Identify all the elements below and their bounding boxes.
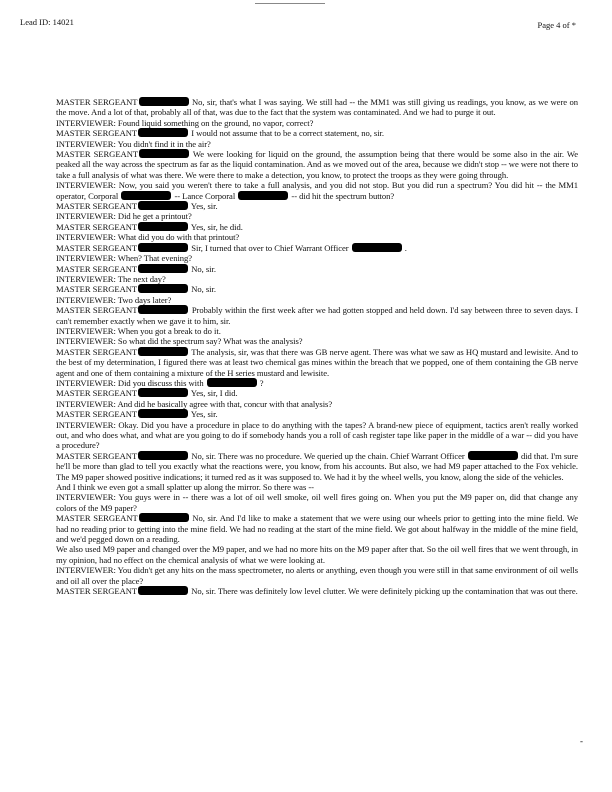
- paragraph-text: Yes, sir.: [190, 409, 218, 420]
- redaction-bar: [139, 513, 189, 522]
- speaker-label: MASTER SERGEANT: [56, 450, 138, 461]
- redaction-bar: [138, 284, 188, 293]
- transcript-paragraph: [56, 586, 578, 596]
- paragraph-text: So what did the spectrum say? What was the analysis?: [117, 336, 303, 347]
- lead-id: Lead ID: 14021: [20, 17, 74, 27]
- paragraph-text: No, sir. There was no procedure. We queried up the chain. Chief Warrant Officer: [191, 450, 465, 461]
- paragraph-text: The analysis, sir, was that there was GB nerve agent. There was what we saw as HQ mustard and lewisite. And to the best of my determination, I figured there was at least two chemical gas mines within the breach that we popped, one of them containing the GB nerve agent and one of them containing a mixture of the H series mustard and lewisite.: [56, 346, 578, 378]
- transcript-paragraph: [56, 513, 578, 544]
- speaker-label: MASTER SERGEANT: [56, 128, 138, 139]
- transcript-paragraph: [56, 399, 578, 409]
- paragraph-text: Two days later?: [117, 294, 172, 305]
- redaction-bar: [138, 347, 188, 356]
- redaction-bar: [138, 305, 188, 314]
- transcript-paragraph: [56, 201, 578, 211]
- redaction-bar: [139, 97, 189, 106]
- speaker-label: MASTER SERGEANT: [56, 149, 139, 160]
- speaker-label: MASTER SERGEANT: [56, 346, 138, 357]
- speaker-label: INTERVIEWER:: [56, 419, 116, 430]
- transcript-paragraph: [56, 451, 578, 482]
- paragraph-text: -- did hit the spectrum button?: [291, 190, 395, 201]
- paragraph-text: I would not assume that to be a correct statement, no, sir.: [191, 128, 384, 139]
- top-rule: [255, 3, 325, 4]
- paragraph-text: Now, you said you weren't there to take a full analysis, and you did not stop. But you did run a spectrum? You did hit -- the MM1 operator, Corporal: [56, 180, 578, 201]
- page-number: Page 4 of *: [537, 20, 576, 30]
- redaction-bar: [138, 264, 188, 273]
- transcript-paragraph: [56, 326, 578, 336]
- speaker-label: INTERVIEWER:: [56, 492, 116, 503]
- speaker-label: MASTER SERGEANT: [56, 388, 138, 399]
- transcript-paragraph: [56, 305, 578, 326]
- speaker-label: INTERVIEWER:: [56, 294, 116, 305]
- transcript-paragraph: [56, 565, 578, 586]
- redaction-bar: [138, 586, 188, 595]
- paragraph-text: Did he get a printout?: [117, 211, 192, 222]
- redaction-bar: [138, 409, 188, 418]
- speaker-label: INTERVIEWER:: [56, 180, 116, 191]
- paragraph-text: Yes, sir.: [190, 201, 218, 212]
- speaker-label: MASTER SERGEANT: [56, 586, 138, 597]
- transcript-paragraph: [56, 97, 578, 118]
- speaker-label: INTERVIEWER:: [56, 273, 116, 284]
- speaker-label: INTERVIEWER:: [56, 336, 116, 347]
- transcript-paragraph: [56, 139, 578, 149]
- speaker-label: MASTER SERGEANT: [56, 242, 138, 253]
- redaction-bar: [138, 451, 188, 460]
- paragraph-text: did that. I'm sure he'll be more than glad to tell you exactly what the reactions were, you know, from his accounts. But also, we had M9 paper attached to the Fox vehicle. The M9 paper showed positive indications; it turned red as it was supposed to. We had it by the wheel wells, you know, along the side of the vehicles.: [56, 450, 579, 482]
- speaker-label: MASTER SERGEANT: [56, 97, 138, 107]
- paragraph-text: You guys were in -- there was a lot of oil well smoke, oil well fires going on. When you put the M9 paper on, did that change any colors of the M9 paper?: [56, 492, 579, 513]
- speaker-label: MASTER SERGEANT: [56, 263, 138, 274]
- transcript-paragraph: [56, 482, 578, 492]
- speaker-label: INTERVIEWER:: [56, 325, 116, 336]
- redaction-bar: [207, 378, 257, 387]
- transcript-paragraph: [56, 264, 578, 274]
- paragraph-text: You didn't find it in the air?: [117, 138, 211, 149]
- paragraph-text: Did you discuss this with: [117, 377, 204, 388]
- transcript-paragraph: [56, 149, 578, 180]
- redaction-bar: [468, 451, 518, 460]
- redaction-bar: [139, 149, 189, 158]
- transcript-paragraph: [56, 274, 578, 284]
- speaker-label: MASTER SERGEANT: [56, 513, 138, 524]
- redaction-bar: [138, 243, 188, 252]
- paragraph-text: And I think we even got a small splatter up along the mirror. So there was --: [56, 482, 314, 493]
- redaction-bar: [138, 388, 188, 397]
- speaker-label: INTERVIEWER:: [56, 138, 116, 149]
- transcript-paragraph: [56, 409, 578, 419]
- transcript-paragraph: [56, 347, 578, 378]
- speaker-label: MASTER SERGEANT: [56, 409, 138, 420]
- transcript-paragraph: [56, 253, 578, 263]
- speaker-label: MASTER SERGEANT: [56, 284, 138, 295]
- speaker-label: INTERVIEWER:: [56, 211, 116, 222]
- paragraph-text: No, sir, that's what I was saying. We still had -- the MM1 was still giving us readings, you know, as we were on the move. And a lot of that, probably all of that, was due to the fact that the system was contaminated. And we had to purge it out.: [56, 97, 578, 118]
- transcript-body: [56, 97, 578, 597]
- transcript-paragraph: [56, 243, 578, 253]
- transcript-paragraph: [56, 180, 578, 201]
- redaction-bar: [121, 191, 171, 200]
- paragraph-text: .: [404, 242, 407, 253]
- transcript-paragraph: [56, 128, 578, 138]
- paragraph-text: -- Lance Corporal: [174, 190, 236, 201]
- speaker-label: INTERVIEWER:: [56, 253, 116, 264]
- transcript-paragraph: [56, 232, 578, 242]
- paragraph-text: No, sir. There was definitely low level clutter. We were definitely picking up the contamination that was out there.: [191, 586, 578, 597]
- transcript-paragraph: [56, 295, 578, 305]
- paragraph-text: Found liquid something on the ground, no vapor, correct?: [117, 117, 314, 128]
- paragraph-text: Yes, sir, I did.: [190, 388, 238, 399]
- transcript-paragraph: [56, 420, 578, 451]
- paragraph-text: And did he basically agree with that, concur with that analysis?: [117, 398, 333, 409]
- paragraph-text: You didn't get any hits on the mass spectrometer, no alerts or anything, even though you were still in that same environment of oil wells and oil all over the place?: [56, 565, 578, 586]
- paragraph-text: ?: [259, 377, 264, 388]
- paragraph-text: Sir, I turned that over to Chief Warrant Officer: [191, 242, 349, 253]
- paragraph-text: No, sir. And I'd like to make a statement that we were using our wheels prior to getting into the mine field. We had no reading prior to getting into the mine field. We had no reading at the start of the mine field. We got about halfway in the middle of the mine field, and we'd pegged down on a reading.: [56, 513, 578, 545]
- transcript-paragraph: [56, 222, 578, 232]
- transcript-paragraph: [56, 492, 578, 513]
- speaker-label: INTERVIEWER:: [56, 232, 116, 243]
- speaker-label: INTERVIEWER:: [56, 377, 116, 388]
- paragraph-text: When? That evening?: [117, 253, 193, 264]
- redaction-bar: [138, 128, 188, 137]
- transcript-paragraph: [56, 544, 578, 565]
- paragraph-text: Okay. Did you have a procedure in place to do anything with the tapes? A brand-new piece of equipment, tactics aren't really worked out, and who does what, and what are you going to do if somebody hands you a roll of cash register tape like paper in the middle of a war -- did you have a procedure?: [56, 419, 578, 451]
- speaker-label: MASTER SERGEANT: [56, 221, 138, 232]
- transcript-paragraph: [56, 284, 578, 294]
- redaction-bar: [352, 243, 402, 252]
- transcript-paragraph: [56, 388, 578, 398]
- speaker-label: INTERVIEWER:: [56, 565, 116, 576]
- transcript-paragraph: [56, 118, 578, 128]
- speaker-label: MASTER SERGEANT: [56, 305, 138, 316]
- speaker-label: INTERVIEWER:: [56, 117, 116, 128]
- transcript-paragraph: [56, 211, 578, 221]
- paragraph-text: We were looking for liquid on the ground, the assumption being that there would be some also in the air. We peaked all the way across the spectrum as far as the liquid contamination. And as we moved out of the area, because we didn't stop -- we were not there to take a full analysis of what was there. We were there to make a detection, you know, to protect the troops as they were going through.: [56, 149, 578, 180]
- redaction-bar: [138, 201, 188, 210]
- transcript-paragraph: [56, 378, 578, 388]
- paragraph-text: When you got a break to do it.: [117, 325, 221, 336]
- speaker-label: MASTER SERGEANT: [56, 201, 138, 212]
- paragraph-text: We also used M9 paper and changed over the M9 paper, and we had no more hits on the M9 paper after that. So the oil well fires that we went through, in my opinion, had no effect on the chemical analysis of what we were looking at.: [56, 544, 578, 565]
- paragraph-text: No, sir.: [191, 284, 216, 295]
- paragraph-text: Yes, sir, he did.: [190, 221, 243, 232]
- paragraph-text: Probably within the first week after we had gotten stopped and held down. I'd say between three to seven days. I can't remember exactly when we gave it to him, sir.: [56, 305, 579, 326]
- paragraph-text: The next day?: [117, 273, 166, 284]
- paragraph-text: What did you do with that printout?: [117, 232, 240, 243]
- redaction-bar: [238, 191, 288, 200]
- paragraph-text: No, sir.: [191, 263, 216, 274]
- redaction-bar: [138, 222, 188, 231]
- speaker-label: INTERVIEWER:: [56, 398, 116, 409]
- margin-mark: -: [580, 736, 583, 746]
- transcript-paragraph: [56, 336, 578, 346]
